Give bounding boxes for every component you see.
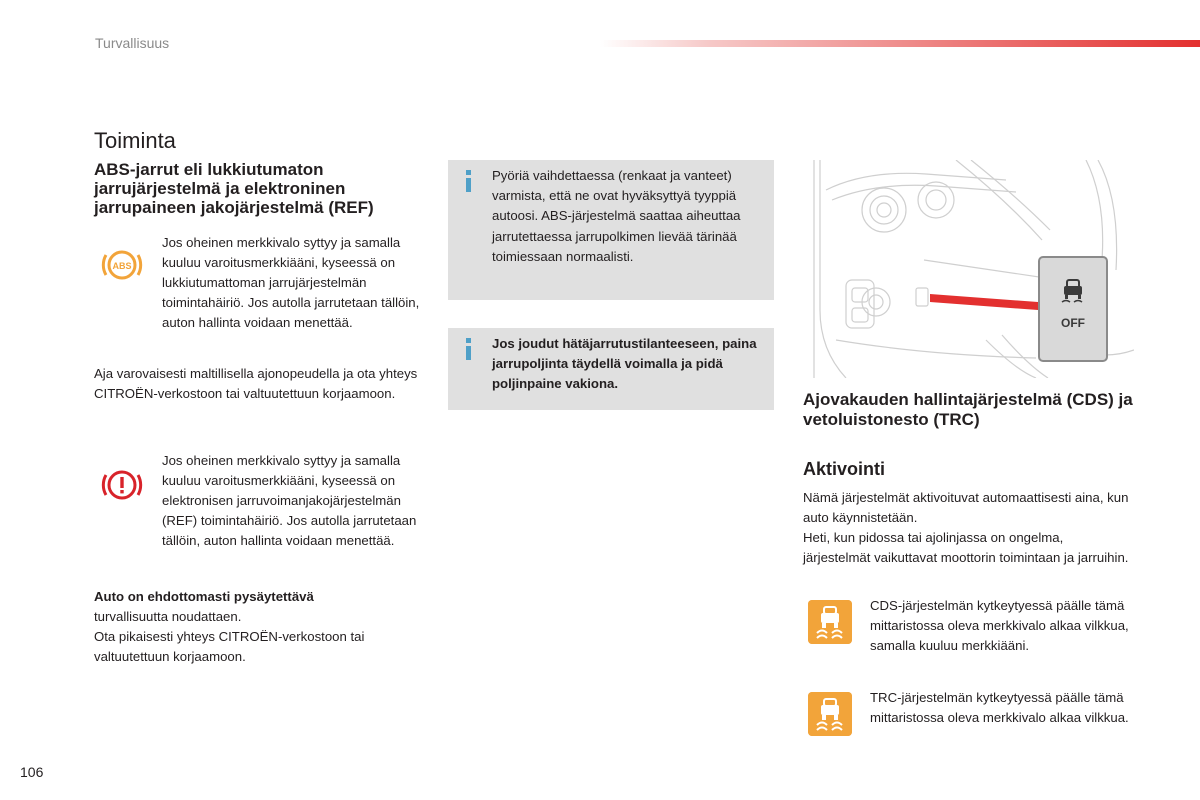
ref-warning-block	[94, 453, 424, 573]
page-title: Toiminta	[94, 128, 176, 153]
activation-para-1: Nämä järjestelmät aktivoituvat automaattisesti aina, kun auto käynnistetään.	[803, 490, 1129, 526]
brake-alert-icon	[100, 463, 144, 507]
abs-warning-block	[94, 235, 424, 360]
cds-block	[806, 596, 1136, 678]
info-box-wheels	[448, 160, 774, 300]
info-emergency-text: Jos joudut hätäjarrutustilanteeseen, paina jarrupoljinta täydellä voimalla ja pidä poljinpaine vakiona.	[492, 336, 757, 392]
abs-icon-label: ABS	[112, 261, 132, 271]
stop-contact-text: Ota pikaisesti yhteys CITROËN-verkostoon tai valtuutettuun korjaamoon.	[94, 629, 365, 664]
section-label: Turvallisuus	[95, 35, 170, 51]
stop-rest-text: turvallisuutta noudattaen.	[94, 609, 242, 624]
info-wheels-text: Pyöriä vaihdettaessa (renkaat ja vanteet) varmista, että ne ovat hyväksyttyä tyyppiä autoosi. ABS-järjestelmä saattaa aiheuttaa jarrutettaessa jarrupolkimen lievää tärinää toimiessaan normaalisti.	[492, 168, 741, 264]
stop-instructions	[94, 587, 424, 667]
info-icon	[462, 338, 476, 360]
abs-warning-icon	[100, 243, 144, 287]
abs-advice-text: Aja varovaisesti maltillisella ajonopeudella ja ota yhteys CITROËN-verkostoon tai valtuutettuun korjaamoon.	[94, 366, 418, 401]
cds-indicator-icon	[808, 600, 852, 644]
page-number: 106	[20, 764, 44, 780]
abs-warning-text: Jos oheinen merkkivalo syttyy ja samalla kuuluu varoitusmerkkiääni, kyseessä on lukkiutumattoman jarrujärjestelmän toimintahäiriö. Jos autolla jarrutetaan tällöin, auton hallinta voidaan menettää.	[162, 235, 420, 330]
abs-section-heading: ABS-jarrut eli lukkiutumaton jarrujärjestelmä ja elektroninen jarrupaineen jakojärjestelmä (REF)	[94, 160, 374, 217]
trc-indicator-icon	[808, 692, 852, 736]
stop-bold-text: Auto on ehdottomasti pysäytettävä	[94, 589, 314, 604]
off-button-label: OFF	[1061, 316, 1085, 330]
ref-warning-text: Jos oheinen merkkivalo syttyy ja samalla kuuluu varoitusmerkkiääni, kyseessä on elektronisen jarruvoimanjakojärjestelmän (REF) toimintahäiriö. Jos autolla jarrutetaan tällöin, auton hallinta voidaan menettää.	[162, 453, 417, 548]
cds-trc-heading: Ajovakauden hallintajärjestelmä (CDS) ja vetoluistonesto (TRC)	[803, 390, 1133, 429]
info-icon	[462, 170, 476, 192]
trc-block	[806, 688, 1136, 752]
dashboard-drawing	[806, 160, 1134, 378]
cds-text: CDS-järjestelmän kytkeytyessä päälle tämä mittaristossa oleva merkkivalo alkaa vilkkua, samalla kuuluu merkkiääni.	[870, 598, 1129, 654]
info-box-emergency-braking	[448, 328, 774, 410]
activation-para-2: Heti, kun pidossa tai ajolinjassa on ongelma, järjestelmät vaikuttavat moottorin toimintaan ja jarruihin.	[803, 530, 1129, 566]
trc-text: TRC-järjestelmän kytkeytyessä päälle tämä mittaristossa oleva merkkivalo alkaa vilkkua.	[870, 690, 1129, 726]
header-accent-bar	[600, 40, 1200, 47]
dashboard-illustration	[806, 160, 1134, 378]
activation-heading: Aktivointi	[803, 459, 886, 479]
